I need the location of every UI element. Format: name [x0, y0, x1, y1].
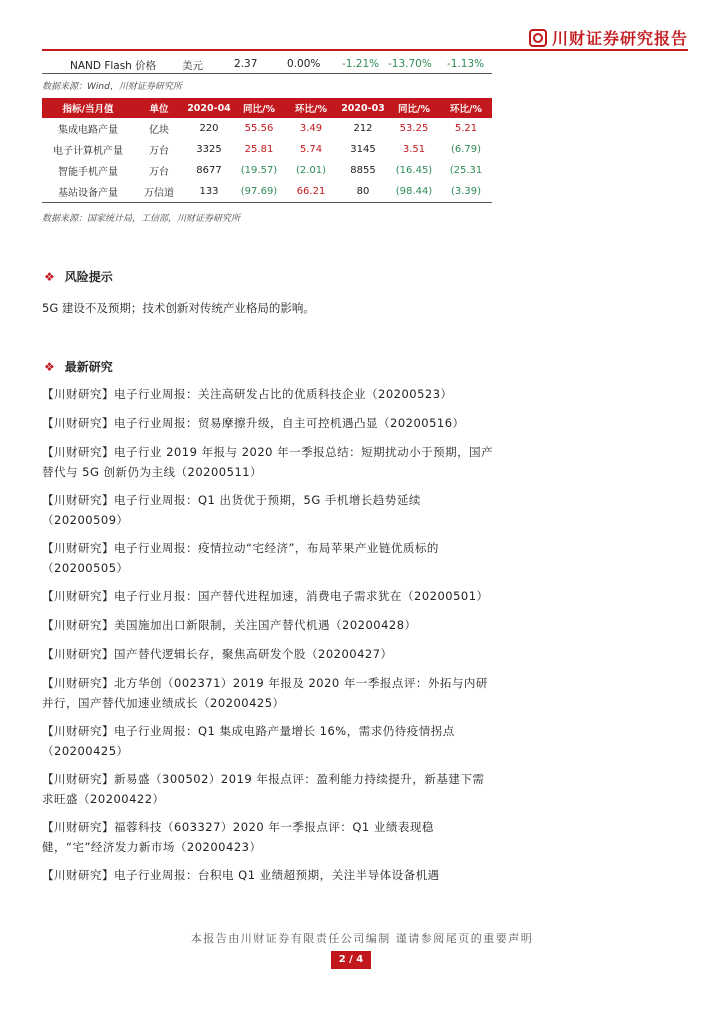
table-row: [42, 139, 492, 160]
research-link[interactable]: 【川财研究】电子行业周报：Q1 集成电路产量增长 16%，需求仍待疫情拐点（20200425）: [42, 724, 455, 758]
table-row: [42, 160, 492, 181]
table-cell: 55.56: [244, 123, 274, 134]
cell-item: NAND Flash 价格: [70, 60, 157, 72]
table-cell: 5.74: [299, 144, 323, 155]
risk-section-title: [44, 268, 113, 285]
research-link[interactable]: 【川财研究】美国施加出口新限制，关注国产替代机遇（20200428）: [42, 618, 417, 632]
table-cell: (19.57): [240, 165, 278, 176]
table-cell: 133: [184, 181, 234, 203]
table-cell: 基站设备产量: [42, 181, 134, 203]
diamond-bullet-icon: ❖: [44, 359, 55, 374]
table-cell: 5.21: [454, 123, 478, 134]
table-row: [42, 118, 492, 139]
table-cell: (3.39): [440, 181, 492, 203]
table-cell: 53.25: [399, 123, 429, 134]
col-header: 单位: [134, 98, 184, 118]
table-cell: 212: [353, 123, 373, 134]
table-cell: 万台: [149, 146, 169, 157]
risk-title-text: 风险提示: [64, 270, 113, 284]
table-cell: 智能手机产量: [58, 167, 118, 178]
cell-unit: 美元: [182, 60, 203, 72]
research-section-title: [44, 358, 113, 375]
table-cell: (6.79): [450, 144, 482, 155]
research-link[interactable]: 【川财研究】电子行业月报：国产替代进程加速，消费电子需求犹在（20200501）: [42, 589, 489, 603]
col-header: 指标/当月值: [42, 98, 134, 118]
table-cell: 220: [199, 123, 219, 134]
brand-logo-icon: [529, 29, 547, 47]
research-link[interactable]: 【川财研究】电子行业周报：关注高研发占比的优质科技企业（20200523）: [42, 387, 453, 401]
table-cell: 3325: [196, 144, 222, 155]
table-header-row: [42, 98, 492, 118]
cell-value: 2.37: [234, 58, 258, 70]
table-cell: 80: [338, 181, 388, 203]
research-link[interactable]: 【川财研究】电子行业 2019 年报与 2020 年一季报总结：短期扰动小于预期，国产替代与 5G 创新仍为主线（20200511）: [42, 445, 494, 479]
footer-disclaimer: 本报告由川财证券有限责任公司编制 谨请参阅尾页的重要声明: [190, 932, 534, 945]
table-cell: 电子计算机产量: [53, 146, 123, 157]
data-source-1: 数据来源：Wind，川财证券研究所: [42, 82, 182, 92]
col-header: 2020-04: [184, 98, 234, 118]
table-cell: 8677: [196, 165, 222, 176]
table-cell: 亿块: [149, 125, 169, 136]
table-cell: 66.21: [284, 181, 338, 203]
research-title-text: 最新研究: [64, 360, 113, 374]
research-link[interactable]: 【川财研究】电子行业周报：贸易摩擦升级，自主可控机遇凸显（20200516）: [42, 416, 465, 430]
cell-change-2: -13.70%: [388, 58, 432, 70]
risk-text: 5G 建设不及预期；技术创新对传统产业格局的影响。: [42, 301, 315, 315]
col-header: 2020-03: [338, 98, 388, 118]
cell-change-3: -1.13%: [447, 58, 485, 70]
data-source-2: 数据来源：国家统计局，工信部，川财证券研究所: [42, 214, 241, 224]
col-header: 同比/%: [388, 98, 440, 118]
col-header: 环比/%: [440, 98, 492, 118]
page-number: 2 / 4: [331, 951, 371, 969]
table-cell: (16.45): [395, 165, 433, 176]
brand-title: 川财证券研究报告: [551, 29, 688, 48]
production-table: [42, 98, 492, 203]
cell-change-1: -1.21%: [342, 58, 380, 70]
header-divider: [42, 49, 688, 51]
table-row: [42, 181, 492, 203]
cell-yoy: 0.00%: [287, 58, 321, 70]
table-cell: 3.51: [402, 144, 426, 155]
table-bottom-border: [42, 73, 492, 74]
report-brand: [529, 26, 688, 49]
table-cell: 8855: [350, 165, 376, 176]
col-header: 环比/%: [284, 98, 338, 118]
table-row-nand: [42, 56, 492, 72]
table-cell: (97.69): [234, 181, 284, 203]
research-link[interactable]: 【川财研究】电子行业周报：疫情拉动“宅经济”，布局苹果产业链优质标的（20200505）: [42, 541, 439, 575]
table-cell: (25.31: [449, 165, 483, 176]
table-cell: (98.44): [388, 181, 440, 203]
research-link[interactable]: 【川财研究】北方华创（002371）2019 年报及 2020 年一季报点评：外拓与内研并行，国产替代加速业绩成长（20200425）: [42, 676, 488, 710]
table-cell: 万信道: [134, 181, 184, 203]
table-cell: (2.01): [295, 165, 327, 176]
table-cell: 25.81: [244, 144, 274, 155]
research-link[interactable]: 【川财研究】福蓉科技（603327）2020 年一季报点评：Q1 业绩表现稳健，“宅”经济发力新市场（20200423）: [42, 820, 434, 854]
research-link[interactable]: 【川财研究】新易盛（300502）2019 年报点评：盈利能力持续提升，新基建下需求旺盛（20200422）: [42, 772, 485, 806]
diamond-bullet-icon: ❖: [44, 269, 55, 284]
table-cell: 3.49: [299, 123, 323, 134]
table-cell: 集成电路产量: [58, 125, 118, 136]
table-cell: 3145: [350, 144, 376, 155]
table-cell: 万台: [149, 167, 169, 178]
col-header: 同比/%: [234, 98, 284, 118]
research-link[interactable]: 【川财研究】电子行业周报：台积电 Q1 业绩超预期，关注半导体设备机遇: [42, 868, 440, 882]
research-link[interactable]: 【川财研究】电子行业周报：Q1 出货优于预期，5G 手机增长趋势延续（20200509）: [42, 493, 421, 527]
research-link[interactable]: 【川财研究】国产替代逻辑长存，聚焦高研发个股（20200427）: [42, 647, 393, 661]
research-list: [42, 384, 494, 893]
